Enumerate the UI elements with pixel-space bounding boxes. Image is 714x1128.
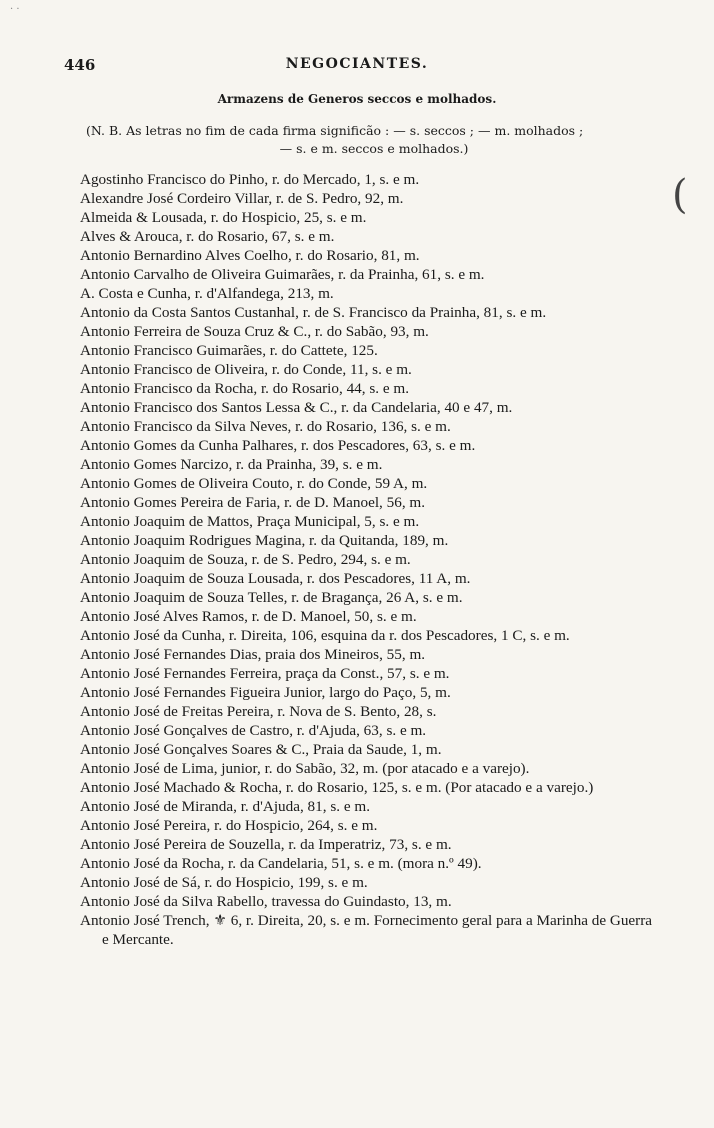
list-item: Antonio Gomes da Cunha Palhares, r. dos Pescadores, 63, s. e m. xyxy=(80,437,476,454)
margin-bracket-mark: ( xyxy=(672,172,688,218)
section-title: Armazens de Generos seccos e molhados. xyxy=(217,92,497,106)
list-item: Antonio José da Cunha, r. Direita, 106, esquina da r. dos Pescadores, 1 C, s. e m. xyxy=(80,627,570,644)
page-number: 446 xyxy=(64,56,96,74)
list-item: Antonio José Fernandes Figueira Junior, largo do Paço, 5, m. xyxy=(80,684,451,701)
list-item: A. Costa e Cunha, r. d'Alfandega, 213, m. xyxy=(80,285,334,302)
list-item: Antonio Francisco da Rocha, r. do Rosario, 44, s. e m. xyxy=(80,380,410,397)
list-item: Antonio José Trench, ⚜ 6, r. Direita, 20, s. e m. Fornecimento geral para a Marinha de Guerra e Mercante. xyxy=(80,912,653,948)
list-item: Antonio Francisco dos Santos Lessa & C., r. da Candelaria, 40 e 47, m. xyxy=(80,399,513,416)
abbreviation-note xyxy=(86,122,662,158)
list-item: Agostinho Francisco do Pinho, r. do Mercado, 1, s. e m. xyxy=(80,171,420,188)
list-item: Antonio Francisco Guimarães, r. do Cattete, 125. xyxy=(80,342,378,359)
list-item: Antonio José de Sá, r. do Hospicio, 199, s. e m. xyxy=(80,874,368,891)
list-item: Antonio Joaquim de Souza, r. de S. Pedro, 294, s. e m. xyxy=(80,551,411,568)
list-item: Antonio Francisco da Silva Neves, r. do Rosario, 136, s. e m. xyxy=(80,418,451,435)
list-item: Antonio José Pereira, r. do Hospicio, 264, s. e m. xyxy=(80,817,378,834)
list-item: Antonio Gomes de Oliveira Couto, r. do Conde, 59 A, m. xyxy=(80,475,428,492)
list-item: Antonio Bernardino Alves Coelho, r. do Rosario, 81, m. xyxy=(80,247,420,264)
list-item: Antonio José da Silva Rabello, travessa do Guindasto, 13, m. xyxy=(80,893,452,910)
scan-speck: · · xyxy=(10,4,20,15)
list-item: Antonio Ferreira de Souza Cruz & C., r. do Sabão, 93, m. xyxy=(80,323,429,340)
note-line-1: (N. B. As letras no fim de cada firma significão : — s. seccos ; — m. molhados ; xyxy=(86,123,584,138)
list-item: Almeida & Lousada, r. do Hospicio, 25, s. e m. xyxy=(80,209,367,226)
list-item: Antonio José de Lima, junior, r. do Sabão, 32, m. (por atacado e a varejo). xyxy=(80,760,530,777)
list-item: Antonio Gomes Pereira de Faria, r. de D. Manoel, 56, m. xyxy=(80,494,426,511)
note-line-2: — s. e m. seccos e molhados.) xyxy=(279,141,469,156)
list-item: Antonio Joaquim de Mattos, Praça Municipal, 5, s. e m. xyxy=(80,513,420,530)
list-item: Antonio Carvalho de Oliveira Guimarães, r. da Prainha, 61, s. e m. xyxy=(80,266,485,283)
list-item: Antonio da Costa Santos Custanhal, r. de S. Francisco da Prainha, 81, s. e m. xyxy=(80,304,547,321)
list-item: Antonio Joaquim de Souza Telles, r. de Bragança, 26 A, s. e m. xyxy=(80,589,463,606)
list-item: Antonio José Pereira de Souzella, r. da Imperatriz, 73, s. e m. xyxy=(80,836,452,853)
list-item: Alexandre José Cordeiro Villar, r. de S. Pedro, 92, m. xyxy=(80,190,404,207)
list-item: Antonio José Machado & Rocha, r. do Rosario, 125, s. e m. (Por atacado e a varejo.) xyxy=(80,779,594,796)
running-title: NEGOCIANTES. xyxy=(285,56,429,72)
list-item: Antonio José Gonçalves de Castro, r. d'Ajuda, 63, s. e m. xyxy=(80,722,427,739)
list-item: Antonio Gomes Narcizo, r. da Prainha, 39, s. e m. xyxy=(80,456,383,473)
list-item: Antonio José de Freitas Pereira, r. Nova de S. Bento, 28, s. xyxy=(80,703,437,720)
list-item: Antonio José da Rocha, r. da Candelaria, 51, s. e m. (mora n.º 49). xyxy=(80,855,482,872)
list-item: Antonio José de Miranda, r. d'Ajuda, 81, s. e m. xyxy=(80,798,370,815)
list-item: Antonio José Fernandes Ferreira, praça da Const., 57, s. e m. xyxy=(80,665,450,682)
list-item: Antonio José Alves Ramos, r. de D. Manoel, 50, s. e m. xyxy=(80,608,417,625)
list-item: Antonio Francisco de Oliveira, r. do Conde, 11, s. e m. xyxy=(80,361,412,378)
list-item: Antonio José Gonçalves Soares & C., Praia da Saude, 1, m. xyxy=(80,741,442,758)
list-item: Alves & Arouca, r. do Rosario, 67, s. e m. xyxy=(80,228,335,245)
list-item: Antonio Joaquim de Souza Lousada, r. dos Pescadores, 11 A, m. xyxy=(80,570,471,587)
merchant-list xyxy=(80,170,658,949)
list-item: Antonio José Fernandes Dias, praia dos Mineiros, 55, m. xyxy=(80,646,426,663)
list-item: Antonio Joaquim Rodrigues Magina, r. da Quitanda, 189, m. xyxy=(80,532,449,549)
